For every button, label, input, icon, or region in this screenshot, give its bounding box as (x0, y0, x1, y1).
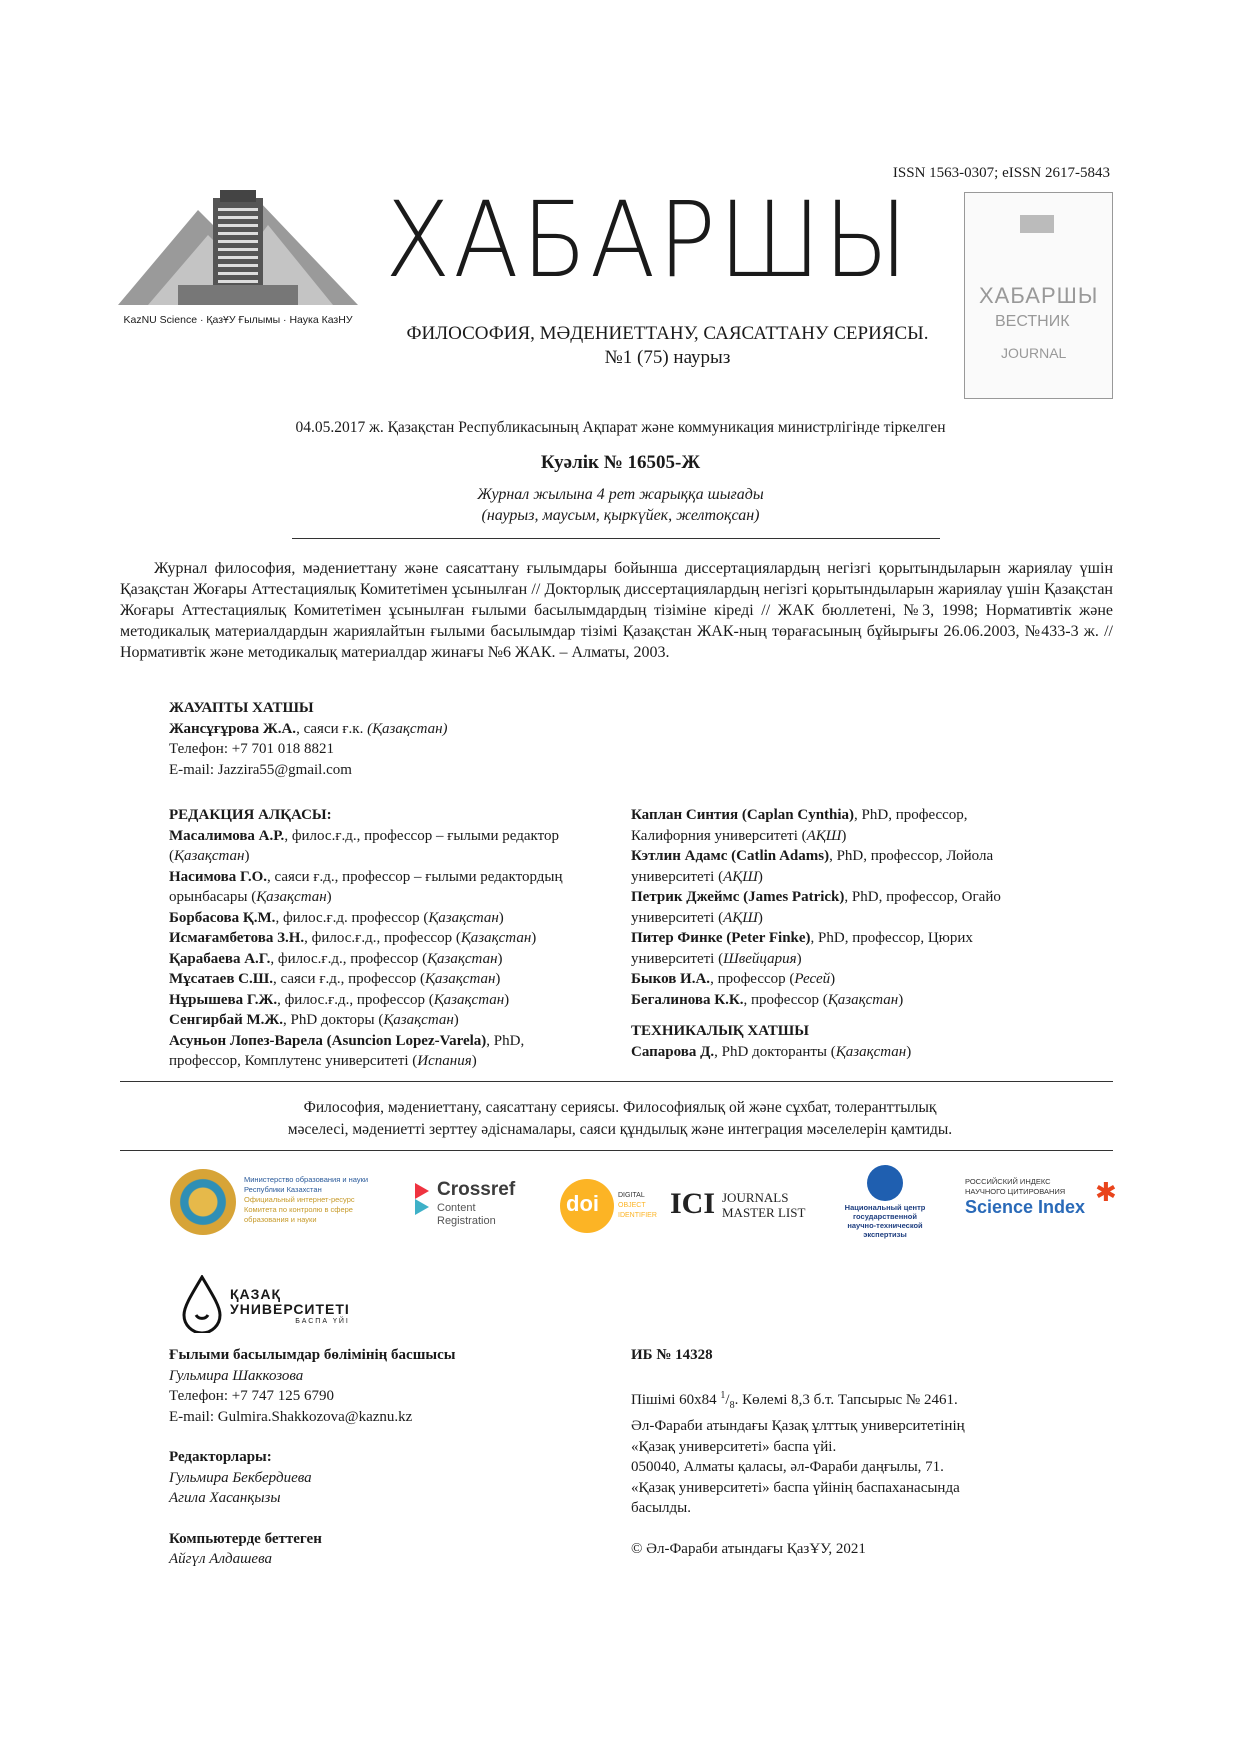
footer-left (169, 1345, 569, 1570)
tech-secretary-country: Қазақстан (835, 1043, 907, 1060)
member-country: Ресей (794, 971, 831, 987)
member-degree: , PhD, профессор, Цюрих университеті ( (631, 930, 973, 967)
board-member (631, 969, 1051, 990)
board-member (169, 949, 589, 970)
member-end: ) (796, 950, 802, 967)
member-name: Мұсатаев С.Ш. (169, 971, 273, 987)
layout-heading: Компьютерде беттеген (169, 1530, 322, 1547)
secretary-degree: , саяси ғ.к. (296, 720, 368, 737)
tech-secretary-degree: , PhD докторанты ( (714, 1043, 836, 1060)
layout-name: Айгүл Алдашева (169, 1551, 272, 1567)
ministry-text-4: Комитета по контролю в сфере (244, 1205, 353, 1214)
member-country: Швейцария (723, 950, 797, 967)
ministry-logo (170, 1165, 390, 1243)
crossref-logo (415, 1179, 535, 1239)
series-title (370, 322, 965, 370)
member-end: ) (531, 930, 537, 946)
member-name: Кэтлин Адамс (Catlin Adams) (631, 848, 830, 864)
nc-line-2: государственной (853, 1212, 917, 1221)
ministry-text-3: Официальный интернет-ресурс (244, 1195, 355, 1204)
science-index-text: Science Index (965, 1197, 1086, 1217)
rinc-logo (965, 1177, 1115, 1227)
tech-secretary-line (631, 1042, 1051, 1063)
member-degree: , саяси ғ.д., профессор – ғылыми редактордың орынбасары ( (169, 868, 563, 905)
ku-line-3: БАСПА ҮЙІ (295, 1318, 350, 1325)
member-end: ) (497, 950, 503, 967)
crossref-icon (415, 1183, 429, 1199)
tech-secretary-heading: ТЕХНИКАЛЫҚ ХАТШЫ (631, 1023, 809, 1039)
board-member (169, 1031, 589, 1072)
issn: ISSN 1563-0307; eISSN 2617-5843 (892, 165, 1110, 181)
tech-secretary-name: Сапарова Д. (631, 1043, 715, 1060)
member-country: Қазақстан (424, 971, 496, 987)
member-name: Исмағамбетова З.Н. (169, 930, 305, 946)
member-country: Қазақстан (174, 848, 245, 864)
member-end: ) (830, 971, 836, 987)
board-member (169, 969, 589, 990)
issue-number: №1 (75) наурыз (604, 347, 731, 368)
member-degree: , профессор ( (710, 971, 795, 987)
printed-line-2: басылды. (631, 1500, 691, 1516)
member-name: Насимова Г.О. (169, 868, 267, 885)
certificate-number: Куәлік № 16505-Ж (540, 452, 701, 473)
asterisk-icon: ✱ (1095, 1177, 1117, 1207)
ministry-text-5: образования и науки (244, 1215, 317, 1224)
doi-text: doi (566, 1191, 599, 1216)
series-scope-line-2: мәселесі, мәдениетті зерттеу әдіснамалары, саяси құндылық және интеграция мәселелерін қамтиды. (287, 1121, 953, 1138)
frequency-line-1: Журнал жылына 4 рет жарыққа шығады (477, 486, 764, 503)
member-degree: , филос.ғ.д., профессор ( (270, 950, 428, 967)
member-name: Асуньон Лопез-Варела (Asuncion Lopez-Varela) (169, 1032, 487, 1049)
footer-right (631, 1345, 1051, 1559)
publication-phone: Телефон: +7 747 125 6790 (169, 1388, 334, 1404)
member-degree: , PhD докторы ( (283, 1012, 384, 1028)
member-country: Испания (417, 1053, 472, 1069)
member-end: ) (841, 827, 847, 844)
frequency-line-2: (наурыз, маусым, қыркүйек, желтоқсан) (481, 507, 760, 524)
member-end: ) (757, 909, 763, 926)
member-end: ) (326, 889, 332, 905)
member-end: ) (504, 991, 510, 1008)
member-degree: , филос.ғ.д., профессор ( (277, 991, 434, 1008)
crossref-icon-2 (415, 1199, 429, 1215)
divider-scope-bottom (120, 1150, 1113, 1151)
logo-caption: KazNU Science · ҚазҰУ Ғылымы · Наука КазНУ (123, 314, 353, 326)
ici-journals: JOURNALS (722, 1190, 789, 1205)
board-member (631, 928, 1051, 969)
member-name: Борбасова Қ.М. (169, 909, 276, 926)
editor-2: Агила Хасанқызы (169, 1490, 281, 1506)
series-name: ФИЛОСОФИЯ, МӘДЕНИЕТТАНУ, САЯСАТТАНУ СЕРИЯСЫ. (406, 323, 929, 344)
member-country: Қазақстан (433, 991, 505, 1008)
series-scope-line-1: Философия, мәдениеттану, саясаттану сериясы. Философиялық ой және сұхбат, толеранттылық (303, 1099, 937, 1116)
rinc-line-1: РОССИЙСКИЙ ИНДЕКС (965, 1177, 1051, 1186)
member-country: АҚШ (723, 909, 758, 926)
registration-text: 04.05.2017 ж. Қазақстан Республикасының Ақпарат және коммуникация министрлігінде тіркелген (295, 419, 946, 436)
cover-title-en: JOURNAL (1001, 345, 1067, 361)
board-member (631, 805, 1051, 846)
member-end: ) (471, 1053, 477, 1069)
ministry-text-1: Министерство образования и науки (244, 1175, 369, 1184)
partner-logos (160, 1165, 1117, 1245)
kaznu-logo (118, 180, 358, 330)
secretary-heading: ЖАУАПТЫ ХАТШЫ (169, 700, 314, 716)
member-degree: , PhD, профессор, Комплутенс университеті ( (169, 1032, 525, 1069)
copyright: © Әл-Фараби атындағы ҚазҰУ, 2021 (631, 1540, 866, 1557)
member-degree: , саяси ғ.д., профессор ( (272, 971, 425, 987)
secretary-email[interactable]: E-mail: Jazzira55@gmail.com (169, 761, 352, 778)
member-degree: , PhD, профессор, Огайо университеті ( (631, 889, 1001, 926)
member-country: АҚШ (806, 827, 842, 844)
secretary-name: Жансұғұрова Ж.А. (169, 720, 297, 737)
board-member (631, 846, 1051, 887)
ku-line-1: ҚАЗАҚ (230, 1286, 282, 1302)
board-member (631, 990, 1051, 1011)
doi-logo (560, 1179, 660, 1237)
publisher-address: 050040, Алматы қаласы, әл-Фараби даңғылы, 71. (631, 1459, 944, 1475)
member-name: Нұрышева Г.Ж. (169, 991, 278, 1008)
ib-number: ИБ № 14328 (631, 1347, 713, 1363)
board-member (169, 867, 589, 908)
crossref-text: Crossref (437, 1179, 516, 1200)
crossref-registration: Registration (437, 1215, 496, 1227)
member-end: ) (495, 971, 501, 987)
member-name: Сенгирбай М.Ж. (169, 1012, 283, 1028)
doi-identifier: IDENTIFIER (618, 1212, 657, 1219)
member-name: Қарабаева А.Г. (169, 950, 271, 967)
ku-line-2: УНИВЕРСИТЕТІ (230, 1301, 350, 1317)
board-member (631, 887, 1051, 928)
journal-description: Журнал философия, мәдениеттану және саясаттану ғылымдары бойынша диссертациялардың негізгі қорытындыларын жариялау үшін Қазақстан Жоғары Аттестациялық Комитетімен ұсынылған // Докторлық диссертациялардың негізгі қорытындыларын жариялау үшін Қазақстан Жоғары Аттестациялық Комитетімен ұсынылған ғылыми басылымдардың тізіміне кіреді // ЖАК бюллетені, №3, 1998; Нормативтік және методикалық материалдардын жариялайтын ғылыми басылымдар тізімі Қазақстан ЖАК-ның төрағасының бұйырығы 26.06.2003, №433-3 ж. // Нормативтік және методикалық материалдар жинағы №6 ЖАК. – Алматы, 2003. (120, 560, 1113, 661)
member-degree: , профессор ( (743, 991, 828, 1008)
secretary-block (169, 698, 569, 780)
rinc-line-2: НАУЧНОГО ЦИТИРОВАНИЯ (965, 1187, 1066, 1196)
masthead-title: ХАБАРШЫ (385, 179, 911, 301)
tech-secretary-end: ) (906, 1043, 912, 1060)
editor-1: Гульмира Бекбердиева (169, 1469, 312, 1486)
member-end: ) (453, 1012, 459, 1028)
board-right-list (631, 805, 1051, 1010)
member-degree: , филос.ғ.д. профессор ( (275, 909, 429, 926)
nc-line-1: Национальный центр (844, 1203, 926, 1212)
member-country: Қазақстан (256, 889, 327, 905)
member-name: Масалимова А.Р. (169, 827, 285, 844)
board-heading: РЕДАКЦИЯ АЛҚАСЫ: (169, 807, 332, 823)
member-name: Бегалинова К.К. (631, 991, 744, 1008)
crossref-content: Content (437, 1202, 476, 1214)
board-member (169, 908, 589, 929)
publisher-line-1: Әл-Фараби атындағы Қазақ ұлттық университетінің (631, 1418, 965, 1434)
format-rest: . Көлемі 8,3 б.т. Тапсырыс № 2461. (734, 1391, 958, 1408)
nc-line-3: научно-технической (847, 1221, 923, 1230)
secretary-phone: Телефон: +7 701 018 8821 (169, 741, 334, 757)
national-center-icon (867, 1165, 903, 1201)
board-member (169, 990, 589, 1011)
member-end: ) (757, 868, 763, 885)
publication-head-title: Ғылыми басылымдар бөлімінің басшысы (169, 1347, 456, 1363)
member-end: ) (244, 848, 250, 864)
member-end: ) (498, 909, 504, 926)
ministry-text-2: Республики Казахстан (244, 1185, 322, 1194)
member-end: ) (898, 991, 904, 1008)
format-den: 8 (729, 1399, 735, 1411)
secretary-country: (Қазақстан) (367, 720, 448, 737)
member-country: Қазақстан (427, 950, 498, 967)
nc-line-4: экспертизы (863, 1230, 907, 1239)
editorial-board-right (631, 805, 1051, 1062)
member-country: Қазақстан (428, 909, 499, 926)
member-name: Каплан Синтия (Caplan Cynthia) (631, 807, 855, 823)
format-num: 1 (720, 1389, 726, 1401)
divider-scope-top (120, 1081, 1113, 1082)
cover-title-ru: ВЕСТНИК (995, 313, 1070, 330)
drop-icon (180, 1275, 224, 1333)
kz-emblem-icon (170, 1169, 236, 1235)
publication-frequency (110, 484, 1131, 526)
member-country: Қазақстан (383, 1012, 454, 1028)
board-member (169, 1010, 589, 1031)
member-name: Питер Финке (Peter Finke) (631, 930, 811, 946)
divider-top (292, 538, 940, 539)
member-name: Быков И.А. (631, 971, 711, 987)
secretary-name-line (169, 719, 569, 740)
member-degree: , филос.ғ.д., профессор – ғылыми редактор ( (169, 827, 559, 864)
member-degree: , PhD, профессор, Лойола университеті ( (631, 848, 994, 885)
cover-title: ХАБАРШЫ (979, 283, 1099, 308)
kazakh-university-logo (180, 1275, 380, 1335)
member-name: Петрик Джеймс (James Patrick) (631, 889, 845, 905)
national-center-logo (825, 1165, 945, 1245)
board-member (169, 928, 589, 949)
doi-digital: DIGITAL (618, 1192, 645, 1199)
publication-head-name: Гульмира Шаккозова (169, 1367, 304, 1384)
journal-cover (964, 192, 1113, 399)
ici-logo (670, 1187, 830, 1227)
series-scope (220, 1097, 1020, 1141)
member-country: АҚШ (723, 868, 758, 885)
member-country: Қазақстан (827, 991, 899, 1008)
printed-line-1: «Қазақ университеті» баспа үйінің баспаханасында (631, 1479, 960, 1496)
editorial-board-left (169, 805, 589, 1072)
ici-text: ICI (670, 1187, 716, 1220)
doi-object: OBJECT (618, 1202, 646, 1209)
member-country: Қазақстан (460, 930, 532, 946)
member-degree: , филос.ғ.д., профессор ( (304, 930, 461, 946)
editors-heading: Редакторлары: (169, 1449, 272, 1465)
board-left-list (169, 826, 589, 1072)
publisher-line-2: «Қазақ университеті» баспа үйі. (631, 1438, 837, 1455)
print-format: Пішімі 60х84 $^1/_8$. Көлемі 8,3 б.т. Тапсырыс № 2461. (631, 1389, 958, 1411)
publication-email[interactable]: E-mail: Gulmira.Shakkozova@kaznu.kz (169, 1408, 413, 1425)
board-member (169, 826, 589, 867)
member-degree: , PhD, профессор, Калифорния университеті ( (631, 807, 968, 844)
ici-master-list: MASTER LIST (722, 1205, 806, 1220)
